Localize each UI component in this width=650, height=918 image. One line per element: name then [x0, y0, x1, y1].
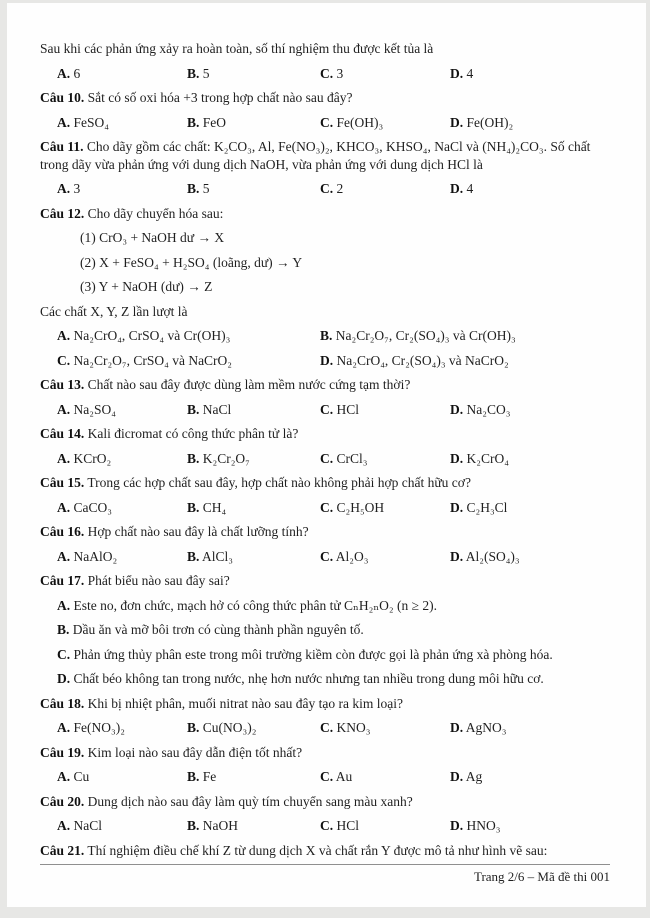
- option-text: CaCO₃: [73, 499, 112, 515]
- option-letter: A.: [57, 720, 71, 735]
- option-text: AgNO₃: [465, 720, 507, 735]
- option-text: Na₂CrO₄, Cr₂(SO₄)₃ và NaCrO₂: [336, 352, 509, 368]
- option-letter: B.: [187, 401, 200, 417]
- option-text: Na₂CO₃: [466, 401, 511, 417]
- option-a: [40, 597, 618, 615]
- option-letter: A.: [57, 548, 71, 564]
- option-text: NaOH: [202, 818, 239, 833]
- question-21: [40, 842, 618, 860]
- options-row: [40, 719, 618, 737]
- option-d: [40, 670, 618, 688]
- option-letter: A.: [57, 181, 71, 196]
- option-letter: C.: [57, 352, 71, 368]
- option-a: [57, 114, 187, 132]
- option-a: [57, 180, 187, 198]
- question-stem: [40, 205, 618, 223]
- question-18: [40, 695, 618, 737]
- option-a: [57, 768, 187, 786]
- option-b: [187, 499, 320, 517]
- stem-text: Dung dịch nào sau đây làm quỳ tím chuyển sang màu xanh?: [87, 793, 413, 809]
- stem-text: Chất nào sau đây được dùng làm mềm nước cứng tạm thời?: [87, 377, 411, 392]
- option-letter: D.: [450, 181, 464, 196]
- option-d: [450, 65, 618, 83]
- option-text: Cu: [73, 769, 90, 784]
- option-text: FeSO₄: [73, 114, 109, 130]
- option-letter: D.: [450, 720, 464, 735]
- option-b: [187, 114, 320, 132]
- option-c: [320, 548, 450, 566]
- question-14: [40, 425, 618, 467]
- question-label: Câu 16.: [40, 524, 85, 539]
- stem-text: Khi bị nhiệt phân, muối nitrat nào sau đây tạo ra kim loại?: [87, 695, 403, 711]
- options-row: [40, 817, 618, 835]
- option-text: Dầu ăn và mỡ bôi trơn có cùng thành phần nguyên tố.: [72, 622, 364, 637]
- option-letter: D.: [320, 352, 334, 368]
- option-letter: D.: [57, 671, 71, 686]
- stem-text: Sau khi các phản ứng xảy ra hoàn toàn, số thí nghiệm thu được kết tủa là: [40, 41, 434, 56]
- option-text: NaCl: [73, 818, 102, 833]
- option-text: HCl: [336, 401, 360, 417]
- option-letter: C.: [320, 499, 334, 515]
- option-letter: B.: [187, 181, 200, 196]
- option-letter: B.: [187, 548, 200, 564]
- option-c: [57, 352, 320, 370]
- question-label: Câu 15.: [40, 475, 85, 490]
- footer-text: Trang 2/6 – Mã đề thi 001: [473, 869, 610, 884]
- option-text: K₂Cr₂O₇: [202, 450, 250, 466]
- question-label: Câu 12.: [40, 205, 85, 221]
- question-label: Câu 10.: [40, 90, 85, 105]
- option-b: [187, 180, 320, 198]
- option-text: K₂CrO₄: [466, 450, 509, 466]
- options-grid: [40, 327, 618, 369]
- stem-text: Sắt có số oxi hóa +3 trong hợp chất nào sau đây?: [87, 90, 353, 105]
- option-letter: A.: [57, 597, 71, 613]
- option-letter: A.: [57, 401, 71, 417]
- question-label: Câu 11.: [40, 139, 84, 154]
- question-stem: [40, 523, 618, 541]
- option-text: 4: [466, 181, 474, 196]
- option-text: C₂H₅OH: [336, 499, 385, 515]
- option-text: Fe(OH)₃: [336, 114, 384, 130]
- question-stem: [40, 474, 618, 492]
- option-letter: C.: [320, 769, 334, 784]
- option-text: KCrO₂: [73, 450, 112, 466]
- options-row: [40, 114, 618, 132]
- stem-text: Kim loại nào sau đây dẫn điện tốt nhất?: [87, 744, 303, 760]
- question-stem: [40, 425, 618, 443]
- question-stem: [40, 695, 618, 713]
- option-c: [320, 768, 450, 786]
- option-letter: A.: [57, 450, 71, 466]
- question-label: Câu 17.: [40, 573, 85, 588]
- question-stem-2: Các chất X, Y, Z lần lượt là: [40, 303, 188, 319]
- option-letter: B.: [187, 65, 200, 81]
- option-b: [40, 621, 618, 639]
- option-d: [450, 768, 618, 786]
- option-d: [450, 719, 618, 737]
- option-c: [40, 646, 618, 664]
- option-d: [450, 450, 618, 468]
- option-a: [57, 327, 320, 345]
- option-letter: A.: [57, 818, 71, 833]
- option-letter: C.: [320, 450, 334, 466]
- option-text: Al₂(SO₄)₃: [465, 548, 520, 564]
- question-9-tail: [40, 40, 618, 82]
- options-row: [40, 65, 618, 83]
- question-11: [40, 138, 618, 198]
- question-10: [40, 89, 618, 131]
- option-a: [57, 817, 187, 835]
- option-text: Fe(NO₃)₂: [73, 720, 125, 735]
- option-text: Fe(OH)₂: [466, 114, 514, 130]
- question-19: [40, 744, 618, 786]
- question-stem: [40, 40, 618, 58]
- page-footer: [40, 864, 610, 886]
- option-b: [187, 817, 320, 835]
- exam-content: [40, 40, 618, 866]
- options-row: [40, 450, 618, 468]
- option-c: [320, 114, 450, 132]
- option-letter: A.: [57, 65, 71, 81]
- option-text: AlCl₃: [202, 548, 233, 564]
- stem-text: Phát biểu nào sau đây sai?: [87, 573, 230, 588]
- question-label: Câu 19.: [40, 744, 85, 760]
- option-text: Ag: [465, 769, 483, 784]
- option-text: 5: [202, 181, 210, 196]
- stem-text: Hợp chất nào sau đây là chất lưỡng tính?: [87, 524, 309, 539]
- option-c: [320, 817, 450, 835]
- option-b: [187, 719, 320, 737]
- option-a: [57, 401, 187, 419]
- question-label: Câu 18.: [40, 695, 85, 711]
- option-text: Phản ứng thủy phân este trong môi trường kiềm còn được gọi là phản ứng xà phòng hóa.: [73, 646, 553, 662]
- question-label: Câu 21.: [40, 842, 85, 858]
- question-label: Câu 13.: [40, 377, 85, 392]
- option-a: [57, 65, 187, 83]
- option-text: 5: [202, 65, 210, 81]
- option-letter: B.: [320, 328, 333, 343]
- question-17: [40, 572, 618, 688]
- option-d: [450, 114, 618, 132]
- option-letter: C.: [320, 720, 334, 735]
- option-text: 3: [73, 181, 81, 196]
- option-letter: A.: [57, 114, 71, 130]
- question-stem: [40, 89, 618, 107]
- option-text: FeO: [202, 114, 227, 130]
- option-text: Na₂Cr₂O₇, Cr₂(SO₄)₃ và Cr(OH)₃: [335, 328, 516, 343]
- option-text: Cu(NO₃)₂: [202, 720, 257, 735]
- question-label: Câu 14.: [40, 426, 85, 441]
- option-d: [450, 817, 618, 835]
- option-text: HCl: [336, 818, 360, 833]
- option-letter: D.: [450, 401, 464, 417]
- option-text: Este no, đơn chức, mạch hở có công thức phân tử CₙH₂ₙO₂ (n ≥ 2).: [73, 597, 438, 613]
- option-b: [187, 450, 320, 468]
- option-letter: D.: [450, 818, 464, 833]
- option-c: [320, 499, 450, 517]
- option-text: 3: [336, 65, 344, 81]
- option-text: KNO₃: [336, 720, 371, 735]
- option-a: [57, 450, 187, 468]
- option-letter: B.: [187, 450, 200, 466]
- question-stem: [40, 842, 618, 860]
- question-13: [40, 376, 618, 418]
- option-a: [57, 499, 187, 517]
- question-stem: [40, 793, 618, 811]
- option-letter: C.: [320, 548, 334, 564]
- option-text: NaAlO₂: [73, 548, 118, 564]
- option-text: Chất béo không tan trong nước, nhẹ hơn nước nhưng tan nhiều trong dung môi hữu cơ.: [73, 671, 544, 686]
- option-b: [187, 768, 320, 786]
- stem-text: Kali đicromat có công thức phân tử là?: [87, 426, 299, 441]
- option-b: [320, 327, 618, 345]
- option-letter: C.: [320, 114, 334, 130]
- option-letter: B.: [187, 499, 200, 515]
- option-c: [320, 450, 450, 468]
- option-text: Au: [335, 769, 353, 784]
- option-c: [320, 180, 450, 198]
- stem-text: Thí nghiệm điều chế khí Z từ dung dịch X và chất rắn Y được mô tả như hình vẽ sau:: [87, 842, 548, 858]
- option-a: [57, 719, 187, 737]
- option-letter: B.: [187, 720, 200, 735]
- options-row: [40, 548, 618, 566]
- question-stem: [40, 138, 618, 173]
- option-letter: D.: [450, 65, 464, 81]
- option-text: 2: [336, 181, 344, 196]
- option-letter: C.: [320, 401, 334, 417]
- options-row: [40, 499, 618, 517]
- option-text: C₂H₃Cl: [466, 499, 508, 515]
- question-label: Câu 20.: [40, 793, 85, 809]
- options-row: [40, 401, 618, 419]
- question-15: [40, 474, 618, 516]
- option-text: Fe: [202, 769, 217, 784]
- option-letter: A.: [57, 499, 71, 515]
- equation-2: (2) X + FeSO₄ + H₂SO₄ (loãng, dư) → Y: [80, 254, 303, 270]
- exam-page: [7, 3, 646, 907]
- option-text: CrCl₃: [336, 450, 368, 466]
- option-d: [320, 352, 618, 370]
- question-12: [40, 205, 618, 370]
- option-letter: D.: [450, 548, 464, 564]
- option-letter: A.: [57, 769, 71, 784]
- option-c: [320, 65, 450, 83]
- question-20: [40, 793, 618, 835]
- option-d: [450, 499, 618, 517]
- option-a: [57, 548, 187, 566]
- option-c: [320, 719, 450, 737]
- option-text: HNO₃: [466, 818, 501, 833]
- options-row: [40, 180, 618, 198]
- option-text: Na₂CrO₄, CrSO₄ và Cr(OH)₃: [73, 328, 231, 343]
- option-c: [320, 401, 450, 419]
- option-letter: B.: [57, 622, 70, 637]
- stem-text: Cho dãy gồm các chất: K₂CO₃, Al, Fe(NO₃)₂, KHCO₃, KHSO₄, NaCl và (NH₄)₂CO₃. Số chất trong dãy vừa phản ứng với dung dịch NaOH, vừa phản ứng với dung dịch HCl là: [40, 139, 591, 172]
- question-stem: [40, 744, 618, 762]
- option-letter: B.: [187, 818, 200, 833]
- option-letter: B.: [187, 769, 200, 784]
- option-text: Na₂Cr₂O₇, CrSO₄ và NaCrO₂: [73, 352, 233, 368]
- option-text: 4: [466, 65, 474, 81]
- option-letter: A.: [57, 328, 71, 343]
- option-letter: C.: [320, 818, 334, 833]
- option-d: [450, 401, 618, 419]
- equation-1: (1) CrO₃ + NaOH dư → X: [80, 230, 225, 245]
- options-row: [40, 768, 618, 786]
- option-text: CH₄: [202, 499, 227, 515]
- option-text: Na₂SO₄: [73, 401, 116, 417]
- option-letter: D.: [450, 499, 464, 515]
- option-letter: C.: [320, 181, 334, 196]
- question-stem: [40, 376, 618, 394]
- option-text: 6: [73, 65, 81, 81]
- option-letter: D.: [450, 769, 464, 784]
- option-text: NaCl: [202, 401, 232, 417]
- option-text: Al₂O₃: [335, 548, 369, 564]
- option-letter: D.: [450, 114, 464, 130]
- option-d: [450, 548, 618, 566]
- option-letter: C.: [57, 646, 71, 662]
- stem-text: Trong các hợp chất sau đây, hợp chất nào không phải hợp chất hữu cơ?: [87, 475, 471, 490]
- option-b: [187, 401, 320, 419]
- option-d: [450, 180, 618, 198]
- stem-text: Cho dãy chuyển hóa sau:: [87, 205, 224, 221]
- question-stem: [40, 572, 618, 590]
- option-letter: B.: [187, 114, 200, 130]
- option-letter: D.: [450, 450, 464, 466]
- option-letter: C.: [320, 65, 334, 81]
- option-b: [187, 548, 320, 566]
- equation-3: (3) Y + NaOH (dư) → Z: [80, 279, 213, 294]
- option-b: [187, 65, 320, 83]
- question-16: [40, 523, 618, 565]
